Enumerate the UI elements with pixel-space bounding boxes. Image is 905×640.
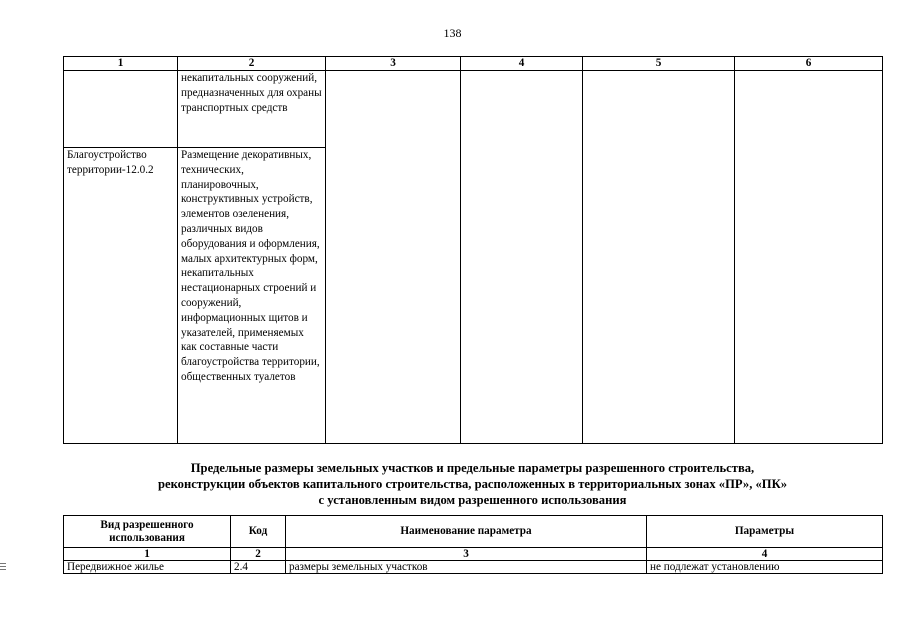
table-header-row [64,57,883,71]
cell-code: 2.4 [231,561,286,574]
column-header-6: 6 [735,57,883,71]
column-header-4: 4 [461,57,583,71]
column-header-3: 3 [326,57,461,71]
column-number-1: 1 [64,548,231,561]
header-parameter-name: Наименование параметра [286,516,647,548]
cell-col4 [461,71,583,444]
cell-parameter-name: размеры земельных участков [286,561,647,574]
table-row [64,71,883,148]
column-number-row [64,548,883,561]
column-number-4: 4 [647,548,883,561]
cell-col3 [326,71,461,444]
section-title-line-2: реконструкции объектов капитального строительства, расположенных в территориальных зонах «ПР», «ПК» [157,477,788,491]
cell-use-type: Передвижное жилье [64,561,231,574]
column-number-3: 3 [286,548,647,561]
header-code: Код [231,516,286,548]
section-title-line-3: с установленным видом разрешенного использования [318,493,627,507]
section-title-line-1: Предельные размеры земельных участков и предельные параметры разрешенного строительства, [190,461,755,475]
section-title [63,460,882,508]
column-header-1: 1 [64,57,178,71]
table-row [64,561,883,574]
cell-use-type [64,71,178,148]
margin-mark-icon [0,563,6,573]
cell-col6 [735,71,883,444]
column-header-5: 5 [583,57,735,71]
column-number-2: 2 [231,548,286,561]
table-header-row [64,516,883,548]
cell-use-type: Благоустройство территории-12.0.2 [64,148,178,444]
permitted-use-table [63,56,883,444]
header-use-type: Вид разрешенного использования [64,516,231,548]
column-header-2: 2 [178,57,326,71]
cell-description: некапитальных сооружений, предназначенных для охраны транспортных средств [178,71,326,148]
cell-parameter-value: не подлежат установлению [647,561,883,574]
page-number: 138 [443,26,462,40]
cell-col5 [583,71,735,444]
header-parameters: Параметры [647,516,883,548]
cell-description: Размещение декоративных, технических, планировочных, конструктивных устройств, элементов озеленения, различных видов оборудования и оформления, малых архитектурных форм, некапитальных нестационарных строений и сооружений, информационных щитов и указателей, применяемых как составные части благоустройства территории, общественных туалетов [178,148,326,444]
parameters-table [63,515,883,574]
